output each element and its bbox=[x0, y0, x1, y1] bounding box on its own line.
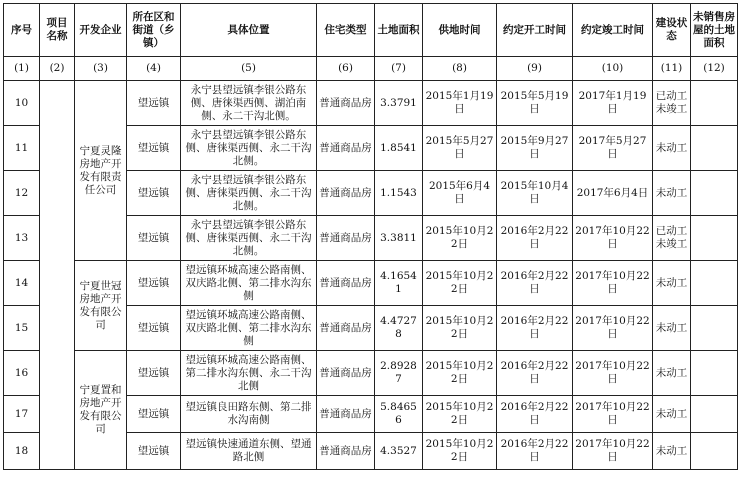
header-cell-unsold: 未销售房屋的土地面积 bbox=[691, 4, 738, 57]
location-cell: 望远镇良田路东侧、第二排水沟南侧 bbox=[181, 396, 317, 433]
type-cell: 普通商品房 bbox=[317, 171, 375, 216]
land-supply-table bbox=[3, 3, 738, 470]
area-cell: 4.47278 bbox=[375, 306, 423, 351]
type-cell: 普通商品房 bbox=[317, 126, 375, 171]
finish-date-cell: 2017年10月22日 bbox=[573, 216, 653, 261]
area-cell: 4.16541 bbox=[375, 261, 423, 306]
seq-cell: 16 bbox=[4, 351, 40, 396]
start-date-cell: 2015年10月4日 bbox=[497, 171, 573, 216]
finish-date-cell: 2017年6月4日 bbox=[573, 171, 653, 216]
finish-date-cell: 2017年10月22日 bbox=[573, 306, 653, 351]
district-cell: 望远镇 bbox=[127, 126, 181, 171]
column-number-cell: (1) bbox=[4, 57, 40, 81]
finish-date-cell: 2017年10月22日 bbox=[573, 351, 653, 396]
district-cell: 望远镇 bbox=[127, 81, 181, 126]
supply-date-cell: 2015年10月22日 bbox=[423, 261, 497, 306]
area-cell: 1.1543 bbox=[375, 171, 423, 216]
unsold-area-cell bbox=[691, 126, 738, 171]
supply-date-cell: 2015年10月22日 bbox=[423, 396, 497, 433]
status-cell: 已动工未竣工 bbox=[653, 81, 691, 126]
status-cell: 未动工 bbox=[653, 261, 691, 306]
area-cell: 3.3791 bbox=[375, 81, 423, 126]
supply-date-cell: 2015年1月19日 bbox=[423, 81, 497, 126]
seq-cell: 10 bbox=[4, 81, 40, 126]
header-cell-developer: 开发企业 bbox=[75, 4, 127, 57]
unsold-area-cell bbox=[691, 81, 738, 126]
type-cell: 普通商品房 bbox=[317, 261, 375, 306]
location-cell: 永宁县望远镇李银公路东侧、唐徕渠西侧、永二干沟北侧。 bbox=[181, 171, 317, 216]
unsold-area-cell bbox=[691, 396, 738, 433]
status-cell: 未动工 bbox=[653, 351, 691, 396]
unsold-area-cell bbox=[691, 261, 738, 306]
location-cell: 望远镇环城高速公路南侧、第二排水沟东侧、永二干沟北侧 bbox=[181, 351, 317, 396]
table-row bbox=[4, 81, 738, 126]
start-date-cell: 2015年9月27日 bbox=[497, 126, 573, 171]
start-date-cell: 2016年2月22日 bbox=[497, 261, 573, 306]
supply-date-cell: 2015年10月22日 bbox=[423, 433, 497, 470]
header-cell-district: 所在区和街道（乡镇） bbox=[127, 4, 181, 57]
developer-cell: 宁夏世冠房地产开发有限公司 bbox=[75, 261, 127, 351]
area-cell: 1.8541 bbox=[375, 126, 423, 171]
district-cell: 望远镇 bbox=[127, 433, 181, 470]
developer-cell: 宁夏置和房地产开发有限公司 bbox=[75, 351, 127, 470]
area-cell: 2.89287 bbox=[375, 351, 423, 396]
header-cell-location: 具体位置 bbox=[181, 4, 317, 57]
seq-cell: 17 bbox=[4, 396, 40, 433]
status-cell: 未动工 bbox=[653, 306, 691, 351]
start-date-cell: 2016年2月22日 bbox=[497, 433, 573, 470]
location-cell: 望远镇环城高速公路南侧、双庆路北侧、第二排水沟东侧 bbox=[181, 261, 317, 306]
location-cell: 永宁县望远镇李银公路东侧、唐徕渠西侧、湖泊南侧、永二干沟北侧。 bbox=[181, 81, 317, 126]
unsold-area-cell bbox=[691, 216, 738, 261]
finish-date-cell: 2017年10月22日 bbox=[573, 396, 653, 433]
district-cell: 望远镇 bbox=[127, 351, 181, 396]
unsold-area-cell bbox=[691, 351, 738, 396]
column-number-cell: (3) bbox=[75, 57, 127, 81]
supply-date-cell: 2015年5月27日 bbox=[423, 126, 497, 171]
finish-date-cell: 2017年10月22日 bbox=[573, 433, 653, 470]
header-cell-supply: 供地时间 bbox=[423, 4, 497, 57]
start-date-cell: 2016年2月22日 bbox=[497, 216, 573, 261]
column-number-cell: (9) bbox=[497, 57, 573, 81]
header-cell-finish: 约定竣工时间 bbox=[573, 4, 653, 57]
type-cell: 普通商品房 bbox=[317, 81, 375, 126]
header-cell-status: 建设状态 bbox=[653, 4, 691, 57]
header-cell-seq: 序号 bbox=[4, 4, 40, 57]
finish-date-cell: 2017年1月19日 bbox=[573, 81, 653, 126]
supply-date-cell: 2015年10月22日 bbox=[423, 306, 497, 351]
type-cell: 普通商品房 bbox=[317, 396, 375, 433]
seq-cell: 18 bbox=[4, 433, 40, 470]
finish-date-cell: 2017年10月22日 bbox=[573, 261, 653, 306]
location-cell: 望远镇环城高速公路南侧、双庆路北侧、第二排水沟东侧 bbox=[181, 306, 317, 351]
seq-cell: 15 bbox=[4, 306, 40, 351]
column-number-cell: (12) bbox=[691, 57, 738, 81]
supply-date-cell: 2015年10月22日 bbox=[423, 216, 497, 261]
header-cell-area: 土地面积 bbox=[375, 4, 423, 57]
district-cell: 望远镇 bbox=[127, 261, 181, 306]
type-cell: 普通商品房 bbox=[317, 433, 375, 470]
status-cell: 未动工 bbox=[653, 396, 691, 433]
seq-cell: 13 bbox=[4, 216, 40, 261]
table-row bbox=[4, 351, 738, 396]
status-cell: 未动工 bbox=[653, 433, 691, 470]
column-number-cell: (4) bbox=[127, 57, 181, 81]
supply-date-cell: 2015年6月4日 bbox=[423, 171, 497, 216]
area-cell: 4.3527 bbox=[375, 433, 423, 470]
header-row bbox=[4, 4, 738, 57]
header-cell-type: 住宅类型 bbox=[317, 4, 375, 57]
district-cell: 望远镇 bbox=[127, 171, 181, 216]
column-number-cell: (7) bbox=[375, 57, 423, 81]
column-number-cell: (2) bbox=[40, 57, 75, 81]
start-date-cell: 2015年5月19日 bbox=[497, 81, 573, 126]
seq-cell: 12 bbox=[4, 171, 40, 216]
unsold-area-cell bbox=[691, 171, 738, 216]
location-cell: 望远镇快速通道东侧、望通路北侧 bbox=[181, 433, 317, 470]
start-date-cell: 2016年2月22日 bbox=[497, 396, 573, 433]
area-cell: 3.3811 bbox=[375, 216, 423, 261]
unsold-area-cell bbox=[691, 433, 738, 470]
status-cell: 未动工 bbox=[653, 126, 691, 171]
type-cell: 普通商品房 bbox=[317, 216, 375, 261]
project-cell bbox=[40, 81, 75, 470]
column-number-cell: (5) bbox=[181, 57, 317, 81]
type-cell: 普通商品房 bbox=[317, 351, 375, 396]
seq-cell: 14 bbox=[4, 261, 40, 306]
district-cell: 望远镇 bbox=[127, 306, 181, 351]
land-supply-table-container bbox=[3, 3, 737, 470]
start-date-cell: 2016年2月22日 bbox=[497, 306, 573, 351]
seq-cell: 11 bbox=[4, 126, 40, 171]
column-number-cell: (6) bbox=[317, 57, 375, 81]
column-number-cell: (11) bbox=[653, 57, 691, 81]
location-cell: 永宁县望远镇李银公路东侧、唐徕渠西侧、永二干沟北侧。 bbox=[181, 216, 317, 261]
district-cell: 望远镇 bbox=[127, 216, 181, 261]
column-number-cell: (10) bbox=[573, 57, 653, 81]
district-cell: 望远镇 bbox=[127, 396, 181, 433]
header-cell-start: 约定开工时间 bbox=[497, 4, 573, 57]
supply-date-cell: 2015年10月22日 bbox=[423, 351, 497, 396]
status-cell: 已动工未竣工 bbox=[653, 216, 691, 261]
area-cell: 5.84656 bbox=[375, 396, 423, 433]
header-cell-project: 项目名称 bbox=[40, 4, 75, 57]
column-number-cell: (8) bbox=[423, 57, 497, 81]
status-cell: 未动工 bbox=[653, 171, 691, 216]
developer-cell: 宁夏灵隆房地产开发有限责任公司 bbox=[75, 81, 127, 261]
finish-date-cell: 2017年5月27日 bbox=[573, 126, 653, 171]
type-cell: 普通商品房 bbox=[317, 306, 375, 351]
table-row bbox=[4, 261, 738, 306]
location-cell: 永宁县望远镇李银公路东侧、唐徕渠西侧、永二干沟北侧。 bbox=[181, 126, 317, 171]
column-number-row bbox=[4, 57, 738, 81]
unsold-area-cell bbox=[691, 306, 738, 351]
start-date-cell: 2016年2月22日 bbox=[497, 351, 573, 396]
